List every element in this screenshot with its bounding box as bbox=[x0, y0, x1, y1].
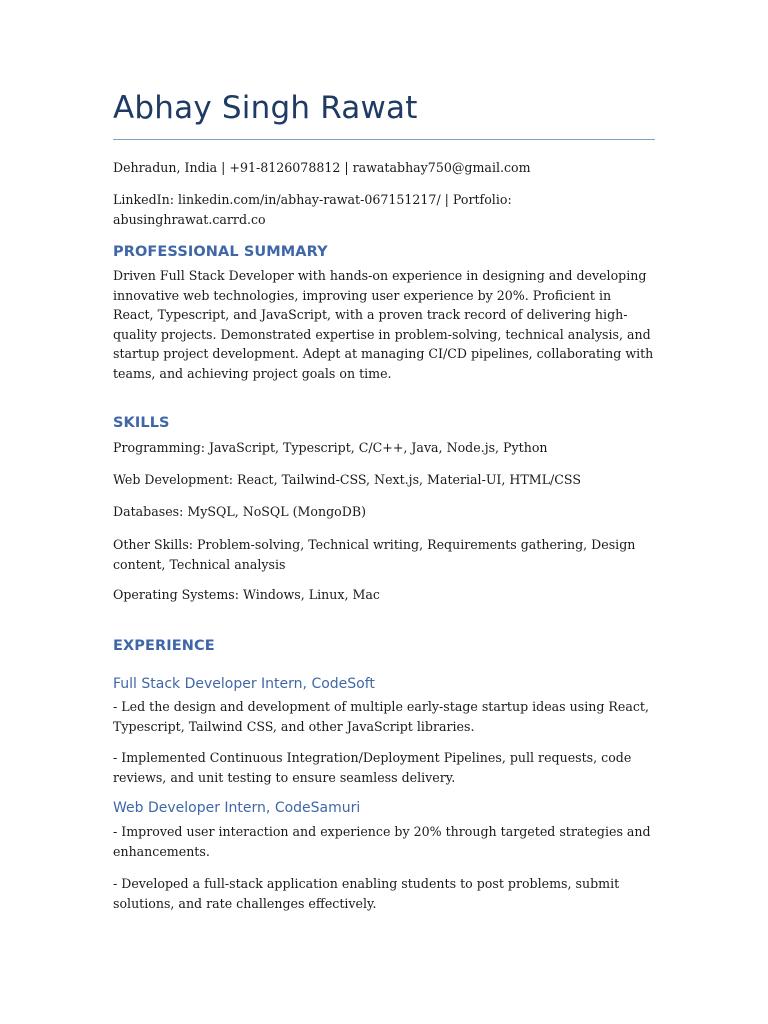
skills-heading: SKILLS bbox=[113, 415, 170, 431]
header-divider bbox=[113, 139, 655, 140]
job-title-codesamuri: Web Developer Intern, CodeSamuri bbox=[113, 800, 361, 816]
skill-item-other-skills: Other Skills: Problem-solving, Technical writing, Requirements gathering, Design content, Technical analysis bbox=[113, 537, 636, 572]
contact-line: Dehradun, India | +91-8126078812 | rawatabhay750@gmail.com bbox=[113, 160, 531, 175]
skill-item-programming: Programming: JavaScript, Typescript, C/C++, Java, Node.js, Python bbox=[113, 440, 548, 455]
skill-item-web-development: Web Development: React, Tailwind-CSS, Next.js, Material-UI, HTML/CSS bbox=[113, 472, 581, 487]
skill-item-databases: Databases: MySQL, NoSQL (MongoDB) bbox=[113, 504, 367, 519]
candidate-name: Abhay Singh Rawat bbox=[113, 90, 418, 126]
job-bullet: - Improved user interaction and experience by 20% through targeted strategies and enhancements. bbox=[113, 824, 651, 859]
job-bullet: - Implemented Continuous Integration/Deployment Pipelines, pull requests, code reviews, and unit testing to ensure seamless delivery. bbox=[113, 750, 632, 785]
summary-text: Driven Full Stack Developer with hands-on experience in designing and developing innovative web technologies, improving user experience by 20%. Proficient in React, Typescript, and JavaScript, with a proven track record of delivering high-quality projects. Demonstrated expertise in problem-solving, technical analysis, and startup project development. Adept at managing CI/CD pipelines, collaborating with teams, and achieving project goals on time. bbox=[113, 268, 654, 381]
links-line: LinkedIn: linkedin.com/in/abhay-rawat-067151217/ | Portfolio: abusinghrawat.carrd.co bbox=[113, 192, 512, 227]
job-title-codesoft: Full Stack Developer Intern, CodeSoft bbox=[113, 676, 375, 692]
skill-item-operating-systems: Operating Systems: Windows, Linux, Mac bbox=[113, 587, 380, 602]
job-bullet: - Led the design and development of multiple early-stage startup ideas using React, Typescript, Tailwind CSS, and other JavaScript libraries. bbox=[113, 699, 649, 734]
job-bullet: - Developed a full-stack application enabling students to post problems, submit solutions, and rate challenges effectively. bbox=[113, 876, 620, 911]
experience-heading: EXPERIENCE bbox=[113, 638, 215, 654]
summary-heading: PROFESSIONAL SUMMARY bbox=[113, 244, 328, 260]
